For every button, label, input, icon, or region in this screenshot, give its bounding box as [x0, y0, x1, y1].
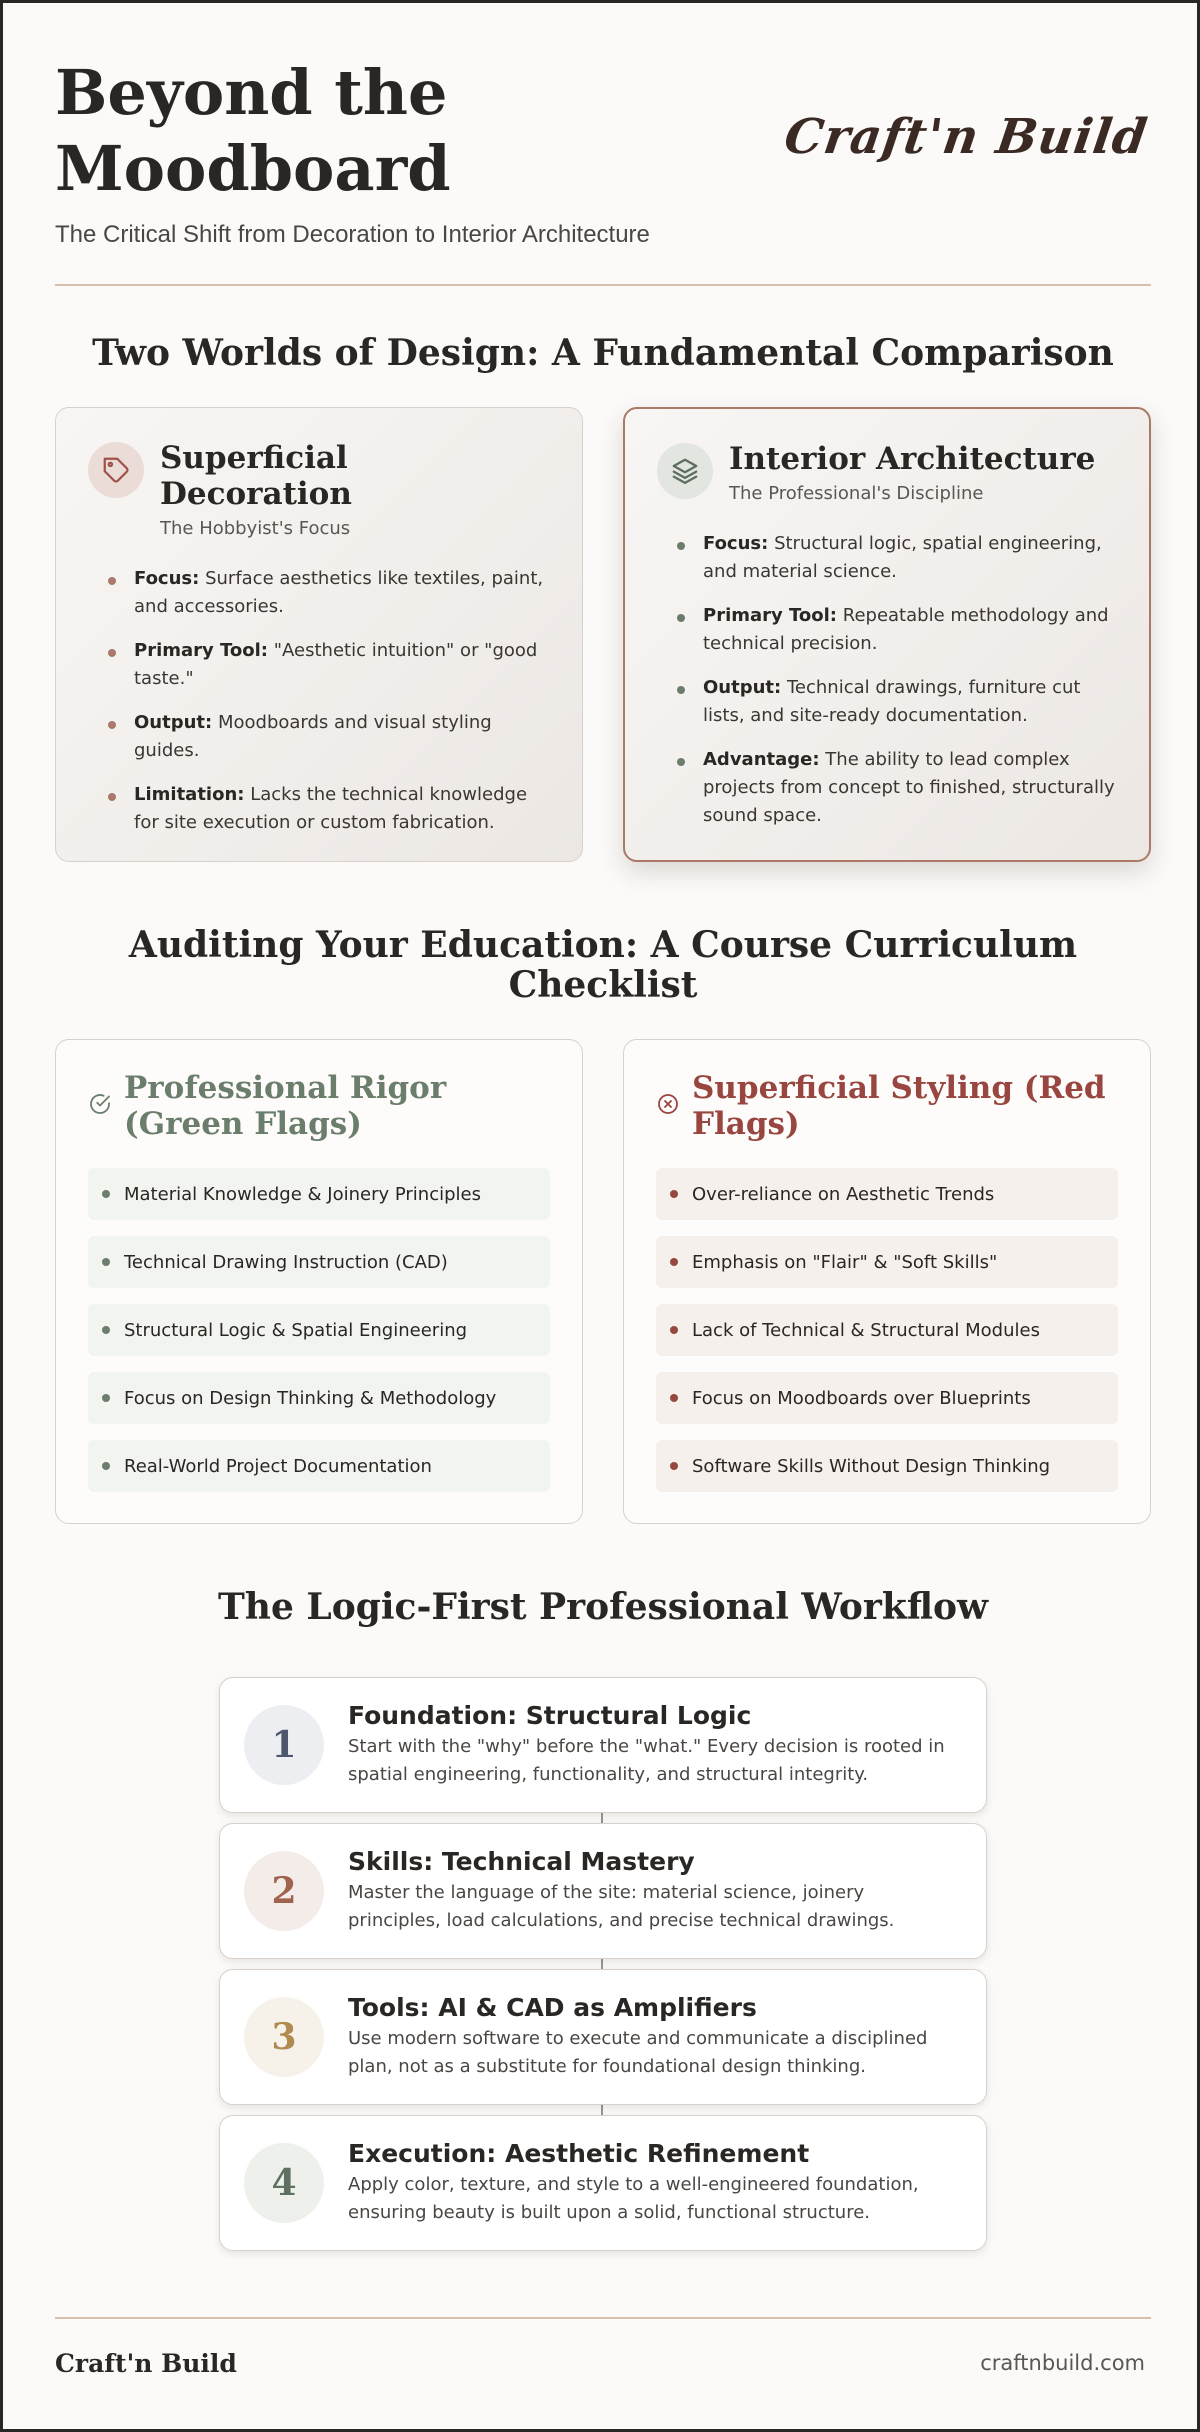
architecture-card-subtitle: The Professional's Discipline — [729, 483, 984, 504]
green-flags-card — [55, 1039, 583, 1524]
list-item: Primary Tool: Repeatable methodology and technical precision. — [677, 602, 1117, 658]
list-item: Output: Moodboards and visual styling guides. — [108, 709, 550, 765]
red-flags-title: Superficial Styling (Red Flags) — [692, 1070, 1106, 1142]
green-flag-item: Technical Drawing Instruction (CAD) — [88, 1236, 550, 1288]
decoration-card — [55, 407, 583, 862]
step-number-badge: 2 — [244, 1851, 324, 1931]
step-title: Skills: Technical Mastery — [348, 1847, 695, 1876]
list-item: Limitation: Lacks the technical knowledge for site execution or custom fabrication. — [108, 781, 550, 837]
red-flag-item: Software Skills Without Design Thinking — [656, 1440, 1118, 1492]
workflow-section-title: The Logic-First Professional Workflow — [217, 1586, 989, 1628]
step-description: Master the language of the site: material science, joinery principles, load calculations, and precise technical drawings. — [348, 1882, 895, 1931]
checklist-section-title: Auditing Your Education: A Course Curriculum Checklist — [128, 924, 1078, 1006]
x-circle-icon — [656, 1092, 680, 1116]
page-subtitle: The Critical Shift from Decoration to Interior Architecture — [55, 221, 650, 248]
decoration-card-title: Superficial Decoration — [160, 440, 352, 512]
header — [55, 55, 1151, 285]
list-item: Focus: Structural logic, spatial engineering, and material science. — [677, 530, 1117, 586]
workflow-step-2 — [219, 1823, 987, 1959]
header-divider — [55, 284, 1151, 286]
check-circle-icon — [88, 1092, 112, 1116]
step-description: Apply color, texture, and style to a well-engineered foundation, ensuring beauty is built upon a solid, functional structure. — [348, 2174, 919, 2223]
green-flags-title: Professional Rigor (Green Flags) — [124, 1070, 447, 1142]
green-flag-item: Structural Logic & Spatial Engineering — [88, 1304, 550, 1356]
architecture-card-title: Interior Architecture — [729, 441, 1096, 477]
workflow-step-1 — [219, 1677, 987, 1813]
architecture-card — [623, 407, 1151, 862]
red-flag-item: Focus on Moodboards over Blueprints — [656, 1372, 1118, 1424]
workflow-step-4 — [219, 2115, 987, 2251]
list-item: Output: Technical drawings, furniture cut lists, and site-ready documentation. — [677, 674, 1117, 730]
tag-icon — [88, 442, 144, 498]
step-description: Use modern software to execute and communicate a disciplined plan, not as a substitute for foundational design thinking. — [348, 2028, 928, 2077]
step-number-badge: 1 — [244, 1705, 324, 1785]
step-title: Foundation: Structural Logic — [348, 1701, 752, 1730]
footer-divider — [55, 2317, 1151, 2319]
list-item: Advantage: The ability to lead complex projects from concept to finished, structurally sound space. — [677, 746, 1117, 830]
list-item: Focus: Surface aesthetics like textiles, paint, and accessories. — [108, 565, 550, 621]
step-description: Start with the "why" before the "what." Every decision is rooted in spatial engineering, functionality, and structural integrity. — [348, 1736, 945, 1785]
footer-website-link[interactable]: craftnbuild.com — [980, 2351, 1145, 2375]
brand-logo: Craft'n Build — [780, 109, 1151, 165]
decoration-list — [88, 565, 550, 837]
green-flag-item: Focus on Design Thinking & Methodology — [88, 1372, 550, 1424]
green-flag-item: Material Knowledge & Joinery Principles — [88, 1168, 550, 1220]
comparison-section-title: Two Worlds of Design: A Fundamental Comparison — [92, 332, 1114, 374]
red-flags-card — [623, 1039, 1151, 1524]
step-number-badge: 3 — [244, 1997, 324, 2077]
green-flag-item: Real-World Project Documentation — [88, 1440, 550, 1492]
step-number-badge: 4 — [244, 2143, 324, 2223]
layers-icon — [657, 443, 713, 499]
page-title: Beyond the Moodboard — [55, 56, 451, 205]
step-title: Execution: Aesthetic Refinement — [348, 2139, 810, 2168]
list-item: Primary Tool: "Aesthetic intuition" or "good taste." — [108, 637, 550, 693]
architecture-list — [657, 530, 1117, 830]
red-flag-item: Emphasis on "Flair" & "Soft Skills" — [656, 1236, 1118, 1288]
footer-brand: Craft'n Build — [55, 2349, 237, 2378]
red-flag-item: Over-reliance on Aesthetic Trends — [656, 1168, 1118, 1220]
step-title: Tools: AI & CAD as Amplifiers — [348, 1993, 757, 2022]
decoration-card-subtitle: The Hobbyist's Focus — [160, 518, 351, 539]
workflow-step-3 — [219, 1969, 987, 2105]
red-flag-item: Lack of Technical & Structural Modules — [656, 1304, 1118, 1356]
